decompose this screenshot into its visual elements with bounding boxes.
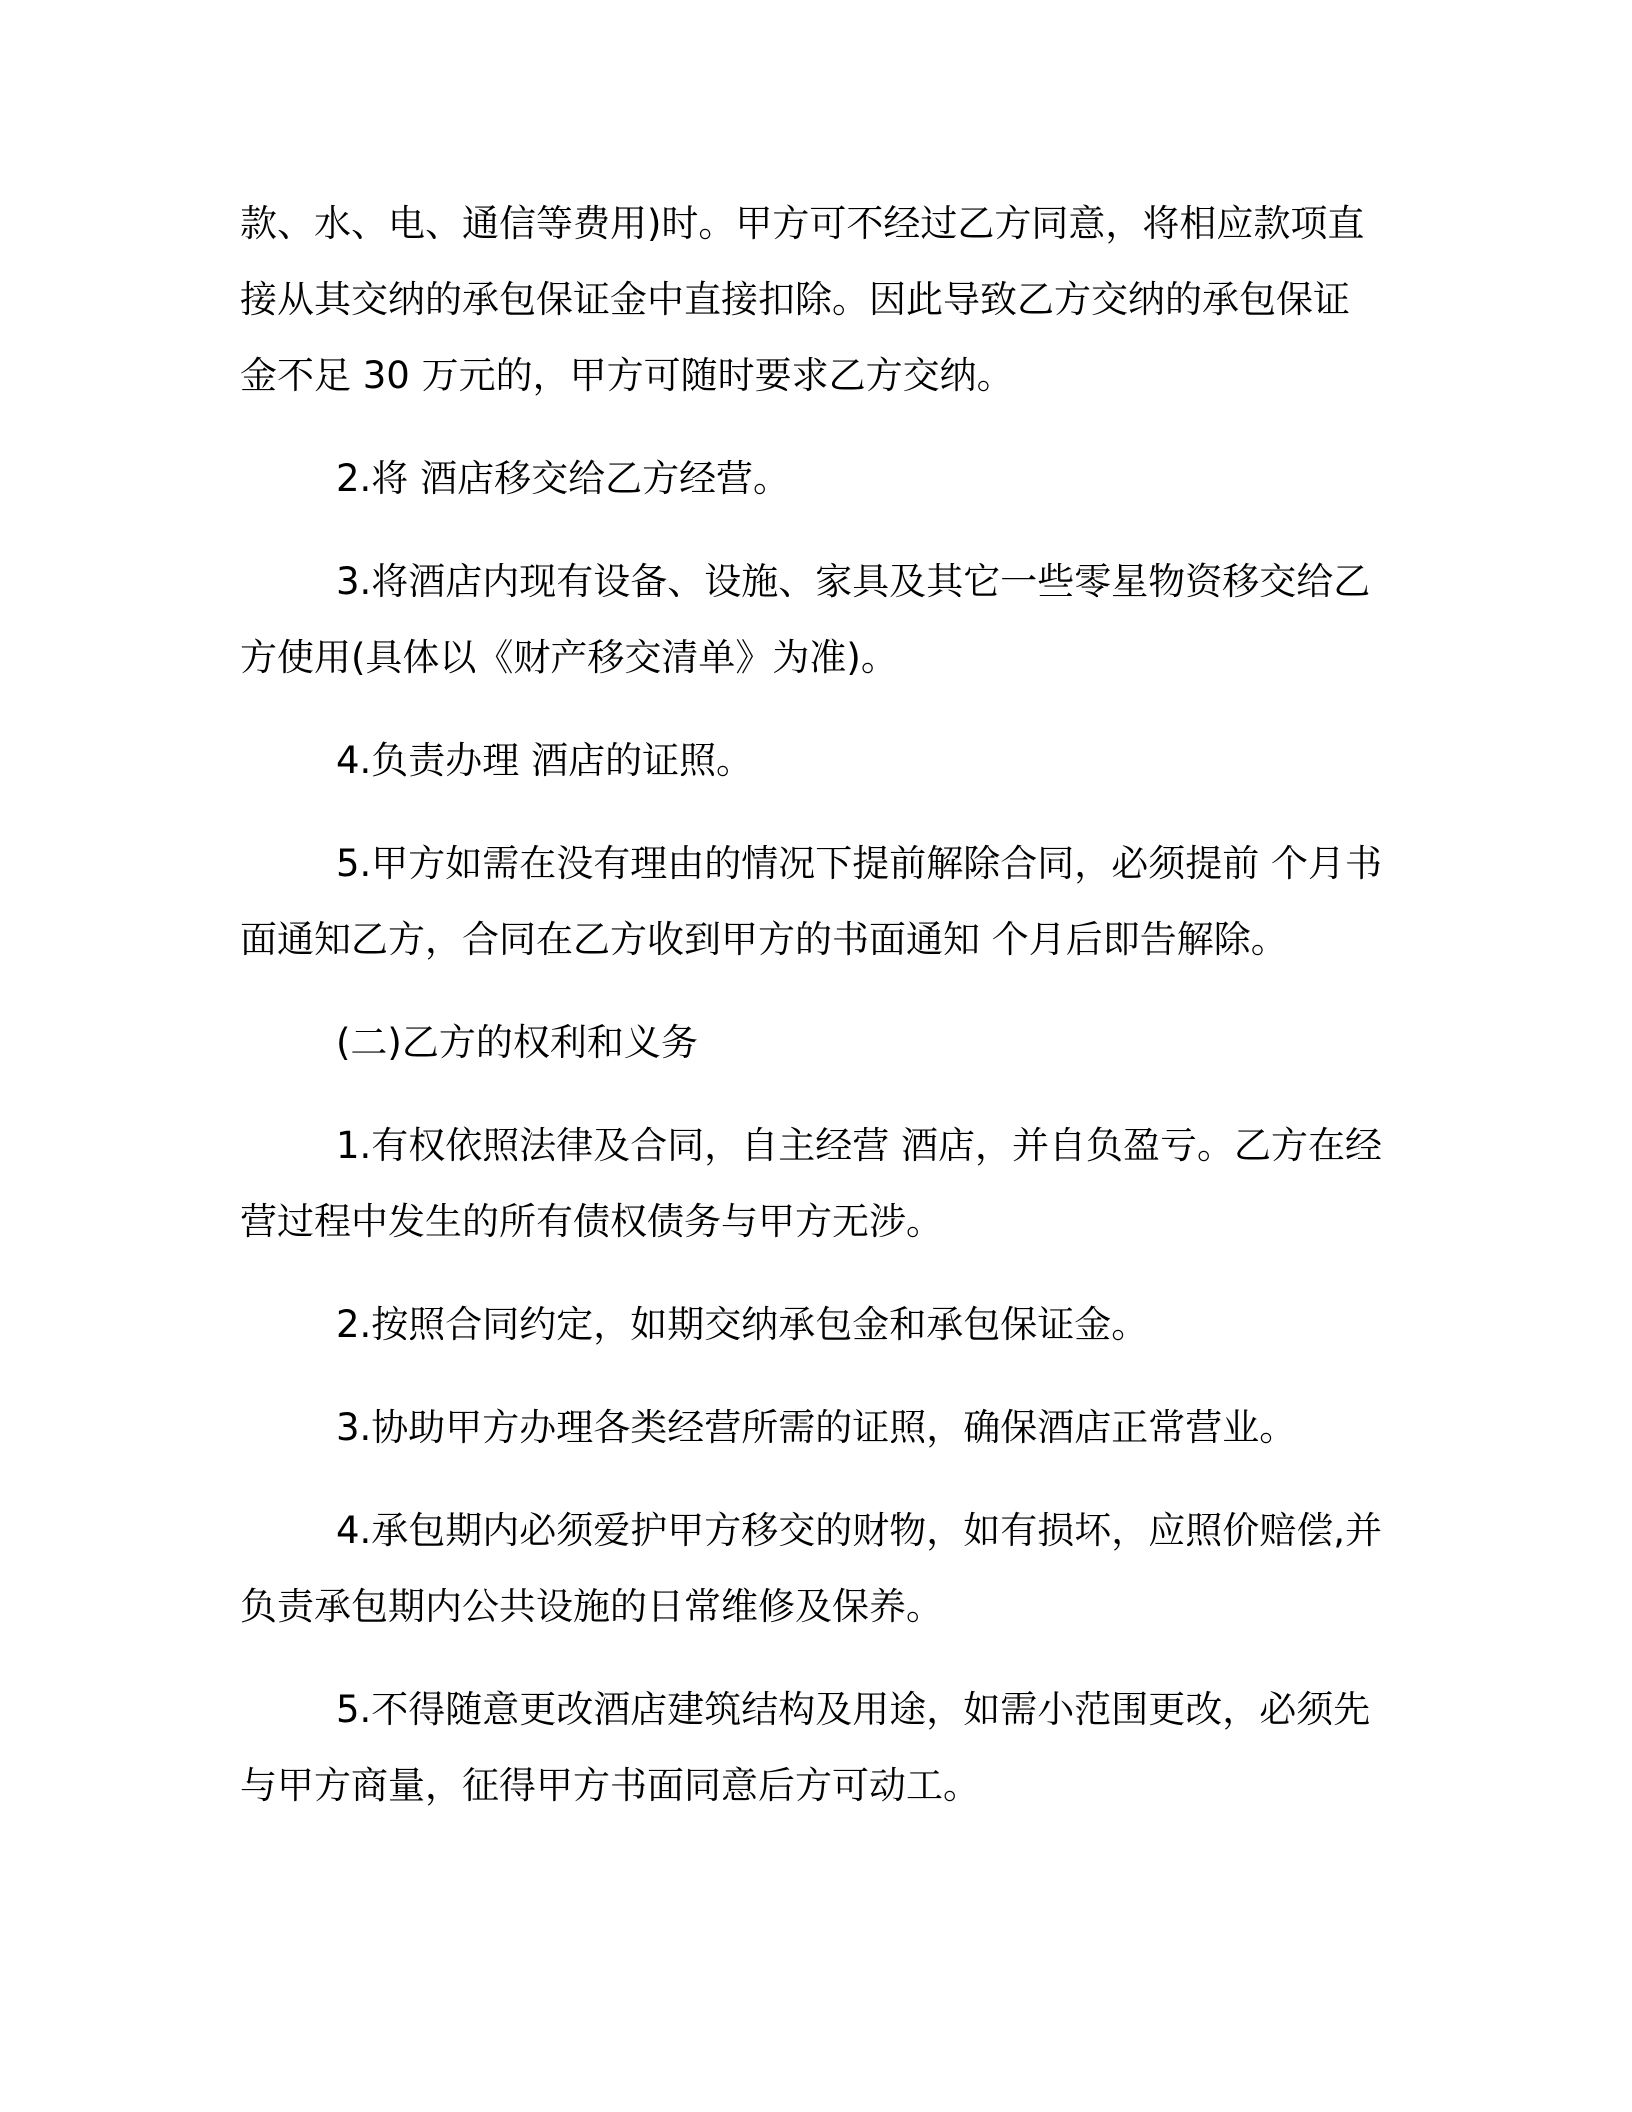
text-line: 与甲方商量，征得甲方书面同意后方可动工。 — [240, 1764, 980, 1807]
text-line: 营过程中发生的所有债权债务与甲方无涉。 — [240, 1200, 943, 1243]
text-line: 5.甲方如需在没有理由的情况下提前解除合同，必须提前 个月书 — [336, 842, 1383, 885]
text-line: 1.有权依照法律及合同，自主经营 酒店，并自负盈亏。乙方在经 — [336, 1124, 1383, 1167]
paragraph-party-a-item-5 — [240, 826, 1390, 978]
text-line: 4.负责办理 酒店的证照。 — [336, 739, 754, 782]
paragraph-party-a-item-2 — [240, 441, 1390, 517]
text-line: 2.将 酒店移交给乙方经营。 — [336, 457, 791, 500]
paragraph-party-b-item-4 — [240, 1493, 1390, 1645]
text-line: 2.按照合同约定，如期交纳承包金和承包保证金。 — [336, 1303, 1149, 1346]
text-line: (二)乙方的权利和义务 — [336, 1021, 698, 1064]
text-line: 方使用(具体以《财产移交清单》为准)。 — [240, 636, 898, 679]
document-body — [240, 186, 1390, 1851]
text-line: 面通知乙方，合同在乙方收到甲方的书面通知 个月后即告解除。 — [240, 918, 1288, 961]
text-line: 负责承包期内公共设施的日常维修及保养。 — [240, 1585, 943, 1628]
paragraph-party-a-item-3 — [240, 544, 1390, 696]
section-heading-party-b — [240, 1005, 1390, 1081]
text-line: 5.不得随意更改酒店建筑结构及用途，如需小范围更改，必须先 — [336, 1688, 1371, 1731]
text-line: 3.将酒店内现有设备、设施、家具及其它一些零星物资移交给乙 — [336, 560, 1371, 603]
text-line: 金不足 30 万元的，甲方可随时要求乙方交纳。 — [240, 354, 1014, 397]
text-line: 4.承包期内必须爱护甲方移交的财物，如有损坏，应照价赔偿,并 — [336, 1509, 1383, 1552]
text-line: 3.协助甲方办理各类经营所需的证照，确保酒店正常营业。 — [336, 1406, 1297, 1449]
paragraph-party-b-item-3 — [240, 1390, 1390, 1466]
paragraph-fee-deduction — [240, 186, 1390, 414]
paragraph-party-b-item-1 — [240, 1108, 1390, 1260]
text-line: 款、水、电、通信等费用)时。甲方可不经过乙方同意，将相应款项直 — [240, 202, 1365, 245]
paragraph-party-a-item-4 — [240, 723, 1390, 799]
paragraph-party-b-item-5 — [240, 1672, 1390, 1824]
paragraph-party-b-item-2 — [240, 1287, 1390, 1363]
text-line: 接从其交纳的承包保证金中直接扣除。因此导致乙方交纳的承包保证 — [240, 278, 1350, 321]
